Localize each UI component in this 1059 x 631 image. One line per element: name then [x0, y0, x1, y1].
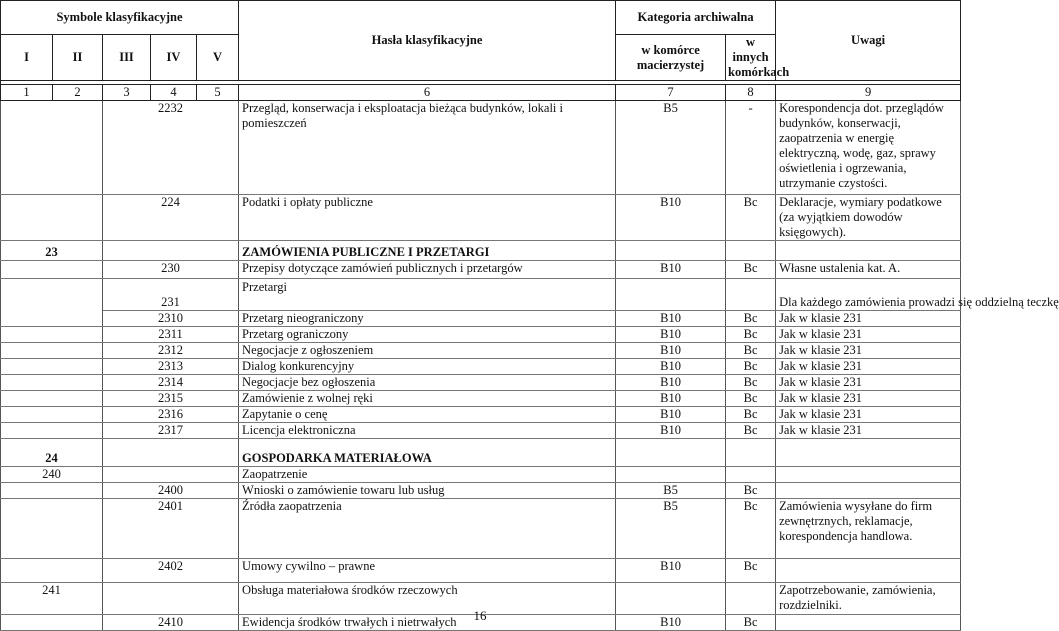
class-code: 230 — [103, 261, 239, 279]
class-code: 2312 — [103, 343, 239, 359]
remarks: Jak w klasie 231 — [776, 359, 961, 375]
class-code: 2232 — [103, 101, 239, 195]
class-name: Wnioski o zamówienie towaru lub usług — [239, 483, 616, 499]
remarks: Zamówienia wysyłane do firm zewnętrznych, reklamacje, korespondencja handlowa. — [776, 499, 961, 559]
class-name: Obsługa materiałowa środków rzeczowych — [239, 583, 616, 615]
section-code: 24 — [1, 439, 103, 467]
remarks: Dla każdego zamówienia prowadzi się oddzielną teczkę — [776, 279, 961, 311]
remarks: Korespondencja dot. przeglądów budynków, konserwacji, zaopatrzenia w energię elektryczną, wodę, gaz, sprawy oświetlenia i ogrzewania, utrzymanie czystości. — [776, 101, 961, 195]
remarks: Własne ustalenia kat. A. — [776, 261, 961, 279]
class-name: Przetargi — [239, 279, 616, 311]
kategoria-header: Kategoria archiwalna — [616, 1, 776, 35]
page-number: 16 — [473, 608, 487, 623]
section-title: GOSPODARKA MATERIAŁOWA — [239, 439, 616, 467]
class-code: 2317 — [103, 423, 239, 439]
class-code: 2310 — [103, 311, 239, 327]
category-other: Bc — [726, 391, 776, 407]
column-number-row — [1, 85, 961, 101]
col-number: 7 — [616, 85, 726, 101]
table-row — [1, 359, 961, 375]
class-code: 240 — [1, 467, 103, 483]
remarks: Jak w klasie 231 — [776, 391, 961, 407]
class-name: Przetarg ograniczony — [239, 327, 616, 343]
section-code: 23 — [1, 241, 103, 261]
remarks: Jak w klasie 231 — [776, 407, 961, 423]
table-row — [1, 499, 961, 559]
category-main: B10 — [616, 407, 726, 423]
table-row — [1, 407, 961, 423]
category-main: B10 — [616, 343, 726, 359]
class-name: Licencja elektroniczna — [239, 423, 616, 439]
class-name: Zaopatrzenie — [239, 467, 616, 483]
category-other: - — [726, 101, 776, 195]
col-number: 9 — [776, 85, 961, 101]
table-row — [1, 311, 961, 327]
remarks: Jak w klasie 231 — [776, 327, 961, 343]
category-main: B10 — [616, 261, 726, 279]
category-other: Bc — [726, 261, 776, 279]
col-number: 2 — [53, 85, 103, 101]
roman-v: V — [197, 35, 239, 81]
category-other: Bc — [726, 559, 776, 583]
roman-i: I — [1, 35, 53, 81]
category-other: Bc — [726, 499, 776, 559]
category-main: B5 — [616, 101, 726, 195]
col-number: 6 — [239, 85, 616, 101]
class-code: 224 — [103, 195, 239, 241]
category-main: B10 — [616, 311, 726, 327]
uwagi-header: Uwagi — [776, 1, 961, 81]
class-code: 2313 — [103, 359, 239, 375]
table-row — [1, 343, 961, 359]
class-code: 2311 — [103, 327, 239, 343]
class-name: Przepisy dotyczące zamówień publicznych i przetargów — [239, 261, 616, 279]
table-row — [1, 559, 961, 583]
class-code: 2410 — [103, 615, 239, 631]
table-row — [1, 423, 961, 439]
class-name: Negocjacje z ogłoszeniem — [239, 343, 616, 359]
category-other: Bc — [726, 359, 776, 375]
col-number: 5 — [197, 85, 239, 101]
class-name: Ewidencja środków trwałych i nietrwałych — [239, 615, 616, 631]
class-code: 2314 — [103, 375, 239, 391]
category-main: B10 — [616, 615, 726, 631]
class-name: Źródła zaopatrzenia — [239, 499, 616, 559]
class-name: Przetarg nieograniczony — [239, 311, 616, 327]
class-code: 2401 — [103, 499, 239, 559]
class-name: Podatki i opłaty publiczne — [239, 195, 616, 241]
category-main: B10 — [616, 391, 726, 407]
class-name: Negocjacje bez ogłoszenia — [239, 375, 616, 391]
category-main: B5 — [616, 483, 726, 499]
category-other: Bc — [726, 195, 776, 241]
category-main: B5 — [616, 499, 726, 559]
roman-iii: III — [103, 35, 151, 81]
class-code: 241 — [1, 583, 103, 615]
remarks: Zapotrzebowanie, zamówienia, rozdzielniki. — [776, 583, 961, 615]
class-code: 2402 — [103, 559, 239, 583]
roman-iv: IV — [151, 35, 197, 81]
category-other: Bc — [726, 483, 776, 499]
symbols-header: Symbole klasyfikacyjne — [1, 1, 239, 35]
col-number: 1 — [1, 85, 53, 101]
class-name: Zamówienie z wolnej ręki — [239, 391, 616, 407]
remarks: Jak w klasie 231 — [776, 375, 961, 391]
remarks: Jak w klasie 231 — [776, 423, 961, 439]
w-komorce-header: w komórce macierzystej — [616, 35, 726, 81]
category-main: B10 — [616, 423, 726, 439]
col-number: 3 — [103, 85, 151, 101]
remarks: Jak w klasie 231 — [776, 311, 961, 327]
table-row — [1, 261, 961, 279]
category-main: B10 — [616, 375, 726, 391]
class-code: 2316 — [103, 407, 239, 423]
category-main: B10 — [616, 195, 726, 241]
remarks: Deklaracje, wymiary podatkowe (za wyjątkiem dowodów księgowych). — [776, 195, 961, 241]
category-other: Bc — [726, 423, 776, 439]
table-row — [1, 279, 961, 311]
section-row — [1, 439, 961, 467]
col-number: 8 — [726, 85, 776, 101]
category-main: B10 — [616, 327, 726, 343]
table-row — [1, 375, 961, 391]
table-row — [1, 483, 961, 499]
table-row — [1, 195, 961, 241]
table-row — [1, 391, 961, 407]
col-number: 4 — [151, 85, 197, 101]
table-row — [1, 327, 961, 343]
table-row — [1, 101, 961, 195]
table-row — [1, 467, 961, 483]
class-name: Dialog konkurencyjny — [239, 359, 616, 375]
class-code: 2315 — [103, 391, 239, 407]
section-row — [1, 241, 961, 261]
class-name: Umowy cywilno – prawne — [239, 559, 616, 583]
remarks: Jak w klasie 231 — [776, 343, 961, 359]
roman-ii: II — [53, 35, 103, 81]
class-code: 2400 — [103, 483, 239, 499]
category-other: Bc — [726, 375, 776, 391]
class-name: Zapytanie o cenę — [239, 407, 616, 423]
category-main: B10 — [616, 359, 726, 375]
haslo-header: Hasła klasyfikacyjne — [239, 1, 616, 81]
category-other: Bc — [726, 407, 776, 423]
category-other: Bc — [726, 615, 776, 631]
category-other: Bc — [726, 311, 776, 327]
section-title: ZAMÓWIENIA PUBLICZNE I PRZETARGI — [239, 241, 616, 261]
category-other: Bc — [726, 327, 776, 343]
class-name: Przegląd, konserwacja i eksploatacja bieżąca budynków, lokali i pomieszczeń — [239, 101, 616, 195]
category-main: B10 — [616, 559, 726, 583]
class-code: 231 — [103, 279, 239, 311]
w-innych-header: w innych komórkach — [726, 35, 776, 81]
category-other: Bc — [726, 343, 776, 359]
